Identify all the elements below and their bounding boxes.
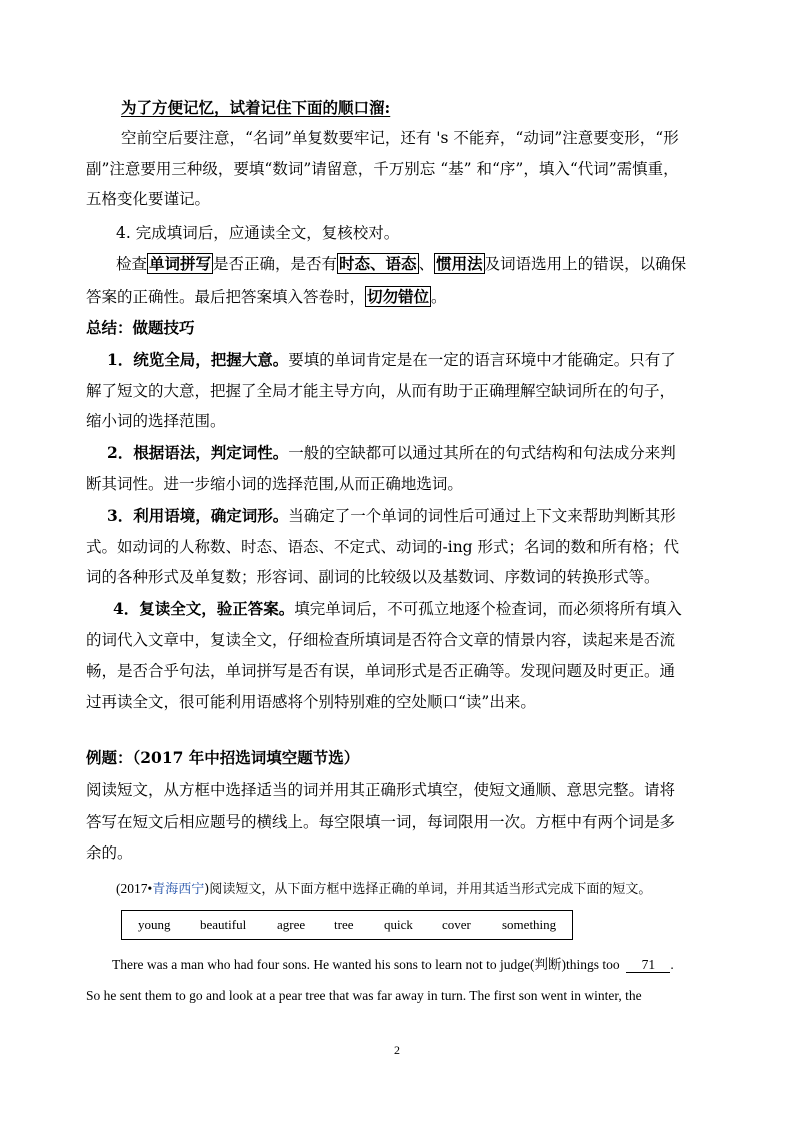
tip4-text-a: 填完单词后，不可孤立地逐个检查词，而必须将所有填入 xyxy=(294,600,682,618)
mnemonic-line-1: 空前空后要注意，“名词”单复数要牢记，还有 's 不能弃，“动词”注意要变形，“形 xyxy=(121,129,679,147)
tip1-line-2: 解了短文的大意，把握了全局才能主导方向，从而有助于正确理解空缺词所在的句子， xyxy=(86,382,676,400)
word-bank-item: tree xyxy=(334,917,354,932)
tip4-title: 4．复读全文，验正答案。 xyxy=(113,599,295,618)
tip3-line-3: 词的各种形式及单复数；形容词、副词的比较级以及基数词、序数词的转换形式等。 xyxy=(86,568,660,586)
example-heading: 例题：（2017 年中招选词填空题节选） xyxy=(86,748,360,767)
passage-text-1: There was a man who had four sons. He wanted his sons to learn not to judge(判断)things too xyxy=(112,957,620,972)
word-bank-item: agree xyxy=(277,917,306,932)
boxed-tense-voice: 时态、语态 xyxy=(339,254,417,273)
word-bank-box xyxy=(121,910,573,940)
tip3-text-a: 当确定了一个单词的词性后可通过上下文来帮助判断其形 xyxy=(288,507,676,525)
tip4-line-2: 的词代入文章中，复读全文，仔细检查所填词是否符合文章的情景内容，读起来是否流 xyxy=(86,631,676,649)
source-open: (2017• xyxy=(116,881,153,896)
answer-prefix: 答案的正确性。最后把答案填入答卷时， xyxy=(86,288,366,306)
passage-end-1: . xyxy=(670,957,674,972)
check-mid: 是否正确，是否有 xyxy=(213,255,338,273)
boxed-usage: 惯用法 xyxy=(436,254,483,273)
tip1-line-3: 缩小词的选择范围。 xyxy=(86,412,226,430)
mnemonic-line-3: 五格变化要谨记。 xyxy=(86,190,211,208)
word-bank-item: young xyxy=(138,917,171,932)
tip4-line-4: 过再读全文，很可能利用语感将个别特别难的空处顺口“读”出来。 xyxy=(86,693,536,711)
source-place-link[interactable]: 青海西宁 xyxy=(152,882,205,897)
tip2-line-1 xyxy=(107,443,676,463)
source-rest: )阅读短文，从下面方框中选择正确的单词，并用其适当形式完成下面的短文。 xyxy=(204,882,652,897)
word-bank-item: quick xyxy=(384,917,413,932)
example-intro-3: 余的。 xyxy=(86,844,133,862)
example-intro-1: 阅读短文，从方框中选择适当的词并用其正确形式填空，使短文通顺、意思完整。请将 xyxy=(86,781,676,799)
tip3-line-1 xyxy=(107,506,676,526)
tip4-line-3: 畅，是否合乎句法，单词拼写是否有误，单词形式是否正确等。发现问题及时更正。通 xyxy=(86,662,676,680)
answer-blank-71[interactable]: 71 xyxy=(626,958,670,973)
step4-answer-line xyxy=(86,287,447,307)
boxed-spelling: 单词拼写 xyxy=(149,254,212,273)
step4-line: 4. 完成填词后，应通读全文，复核校对。 xyxy=(116,224,400,242)
page-number: 2 xyxy=(394,1043,400,1057)
tip3-line-2: 式。如动词的人称数、时态、语态、不定式、动词的-ing 形式；名词的数和所有格；代 xyxy=(86,538,680,556)
tip4-line-1 xyxy=(113,599,682,619)
tip2-title: 2．根据语法，判定词性。 xyxy=(107,443,289,462)
example-intro-2: 答写在短文后相应题号的横线上。每空限填一词，每词限用一次。方框中有两个词是多 xyxy=(86,813,676,831)
word-bank-item: something xyxy=(502,917,557,932)
check-prefix: 检查 xyxy=(116,255,148,273)
step4-check-line xyxy=(116,254,686,274)
tip3-title: 3．利用语境，确定词形。 xyxy=(107,506,289,525)
tip2-line-2: 断其词性。进一步缩小词的选择范围,从而正确地选词。 xyxy=(86,475,463,493)
check-sep: 、 xyxy=(418,255,435,273)
mnemonic-title: 为了方便记忆，试着记住下面的顺口溜: xyxy=(121,98,391,117)
tip1-title: 1．统览全局，把握大意。 xyxy=(107,350,289,369)
word-bank-item: beautiful xyxy=(200,917,247,932)
passage-line-1 xyxy=(112,955,674,975)
passage-line-2: So he sent them to go and look at a pear tree that was far away in turn. The first son went in winter, the xyxy=(86,988,642,1003)
word-bank-item: cover xyxy=(442,917,471,932)
summary-heading: 总结：做题技巧 xyxy=(86,318,195,337)
mnemonic-line-2: 副”注意要用三种级，要填“数词”请留意，千万别忘 “基” 和“序”，填入“代词”需慎重， xyxy=(86,160,679,178)
tip1-text-a: 要填的单词肯定是在一定的语言环境中才能确定。只有了 xyxy=(288,351,676,369)
tip1-line-1 xyxy=(107,350,676,370)
check-tail: 及词语选用上的错误，以确保 xyxy=(484,255,687,273)
source-line xyxy=(116,879,651,900)
boxed-misplace: 切勿错位 xyxy=(367,287,430,306)
tip2-text-a: 一般的空缺都可以通过其所在的句式结构和句法成分来判 xyxy=(288,444,676,462)
answer-end: 。 xyxy=(431,288,447,306)
